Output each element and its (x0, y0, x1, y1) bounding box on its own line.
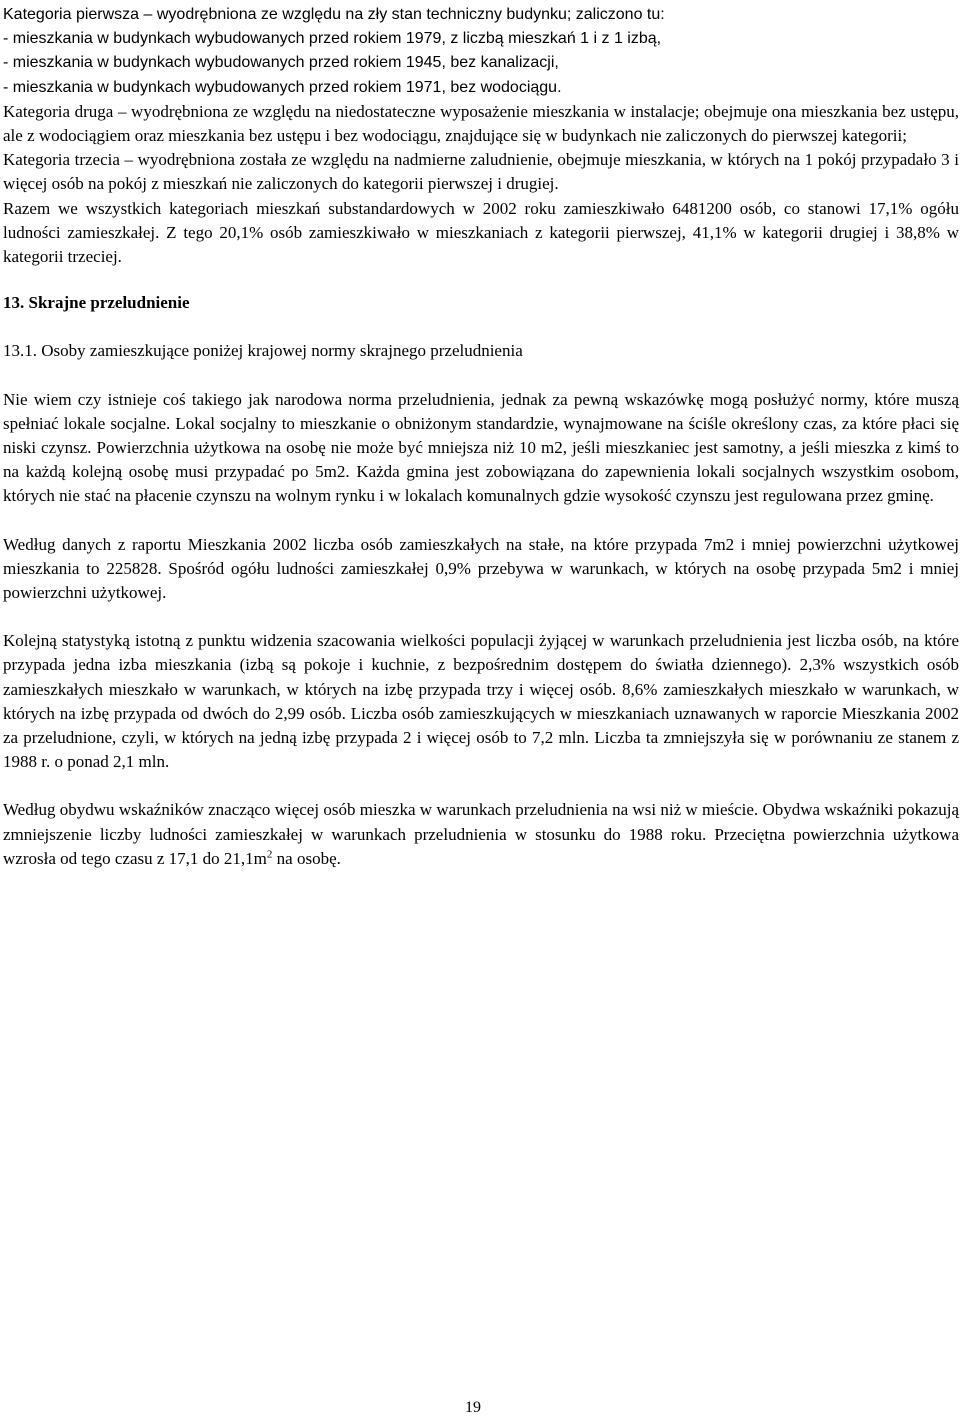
category-two-paragraph: Kategoria druga – wyodrębniona ze względu na niedostateczne wyposażenie mieszkania w instalacje; obejmuje ona mieszkania bez ustępu, ale z wodociągiem oraz mieszkania bez ustępu i bez wodociągu, znajdujące się w budynkach nie zaliczonych do pierwszej kategorii; (3, 101, 959, 146)
page-number: 19 (465, 1399, 481, 1416)
norm-paragraph: Nie wiem czy istnieje coś takiego jak narodowa norma przeludnienia, jednak za pewną wskazówkę mogą posłużyć normy, które muszą spełniać lokale socjalne. Lokal socjalny to mieszkanie o obniżonym standardzie, wynajmowane na ściśle określony czas, za które płaci się niski czynsz. Powierzchnia użytkowa na osobę nie może być mniejsza niż 10 m2, jeśli mieszkaniec jest samotny, a jeśli mieszka z kimś to na każdą kolejną osobę musi przypadać po 5m2. Każda gmina jest zobowiązana do zapewnienia lokali socjalnych wszystkim osobom, których nie stać na płacenie czynszu na wolnym rynku i w lokalach komunalnych gdzie wysokość czynszu jest regulowana przez gminę. (3, 389, 959, 506)
final-paragraph-end: na osobę. (272, 848, 341, 868)
report-paragraph: Według danych z raportu Mieszkania 2002 liczba osób zamieszkałych na stałe, na które przypada 7m2 i mniej powierzchni użytkowej mieszkania to 225828. Spośród ogółu ludności zamieszkałej 0,9% przebywa w warunkach, w których na osobę przypada 5m2 i mniej powierzchni użytkowej. (3, 534, 959, 603)
intro-line-1: Kategoria pierwsza – wyodrębniona ze względu na zły stan techniczny budynku; zaliczono tu: (3, 6, 665, 23)
superscript-two: 2 (266, 848, 273, 861)
document-page (3, 0, 959, 871)
intro-line-4: - mieszkania w budynkach wybudowanych przed rokiem 1971, bez wodociągu. (3, 78, 562, 96)
final-paragraph (3, 798, 959, 871)
category-three-paragraph: Kategoria trzecia – wyodrębniona została ze względu na nadmierne zaludnienie, obejmuje mieszkania, w których na 1 pokój przypadało 3 i więcej osób na pokój z mieszkań nie zaliczonych do kategorii pierwszej i drugiej. (3, 150, 959, 194)
intro-line-2: - mieszkania w budynkach wybudowanych przed rokiem 1979, z liczbą mieszkań 1 i z 1 izbą, (3, 30, 662, 48)
summary-paragraph: Razem we wszystkich kategoriach mieszkań substandardowych w 2002 roku zamieszkiwało 6481200 osób, co stanowi 17,1% ogółu ludności zamieszkałej. Z tego 20,1% osób zamieszkiwało w mieszkaniach z kategorii pierwszej, 41,1% w kategorii drugiej i 38,8% w kategorii trzeciej. (3, 198, 959, 267)
rooms-paragraph: Kolejną statystyką istotną z punktu widzenia szacowania wielkości populacji żyjącej w warunkach przeludnienia jest liczba osób, na które przypada jedna izba mieszkania (izbą są pokoje i kuchnie, z bezpośrednim dostępem do światła dziennego). 2,3% wszystkich osób zamieszkałych mieszkało w warunkach, w których na izbę przypada trzy i więcej osób. 8,6% zamieszkałych mieszkało w warunkach, w których na izbę przypada od dwóch do 2,99 osób. Liczba osób zamieszkujących w mieszkaniach uznawanych w raporcie Mieszkania 2002 za przeludnione, czyli, w których na jedną izbę przypada 2 i więcej osób to 7,2 mln. Liczba ta zmniejszyła się w porównaniu ze stanem z 1988 r. o ponad 2,1 mln. (3, 631, 959, 772)
final-paragraph-text: Według obydwu wskaźników znacząco więcej osób mieszka w warunkach przeludnienia na wsi niż w mieście. Obydwa wskaźniki pokazują zmniejszenie liczby ludności zamieszkałej w warunkach przeludnienia w stosunku do 1988 roku. Przeciętna powierzchnia użytkowa wzrosła od tego czasu z 17,1 do 21,1m (3, 800, 959, 868)
section-heading: 13. Skrajne przeludnienie (3, 293, 190, 313)
subsection-heading: 13.1. Osoby zamieszkujące poniżej krajowej normy skrajnego przeludnienia (3, 341, 523, 361)
intro-line-3: - mieszkania w budynkach wybudowanych przed rokiem 1945, bez kanalizacji, (3, 54, 559, 72)
